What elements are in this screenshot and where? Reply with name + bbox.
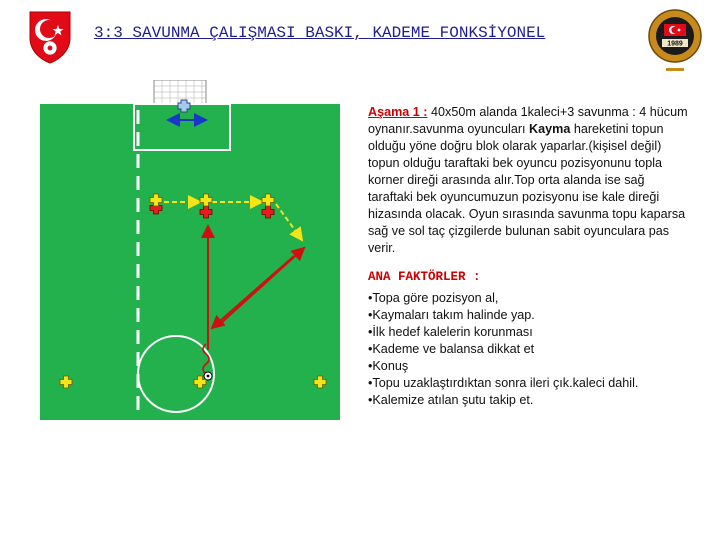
description-keyword: Kayma <box>529 122 571 136</box>
tff-logo <box>22 8 78 64</box>
emblem-year: 1989 <box>667 40 683 48</box>
description-text-1: 40x50m alanda 1kaleci+3 savunma : 4 hücum oynanır.savunma oyuncuları <box>368 105 688 136</box>
description-paragraph <box>368 104 690 257</box>
factors-list <box>368 290 690 409</box>
description-text-2: hareketini topun olduğu yöne doğru blok olarak yaparlar.(kişisel değil) topun olduğu taraftaki bek oyuncu pozisyonunu topla korner direği arasında alır.Top orta alanda ise sağ taraftaki bek oyuncumuzun pozisyonu ise kale direği hizasında olacak. Oyun sırasında savunma topu kaparsa sağ ve sol taç çizgilerde bulunan sabit oyunculara pas verir. <box>368 122 686 255</box>
page-title: 3:3 SAVUNMA ÇALIŞMASI BASKI, KADEME FONKSİYONEL <box>94 24 546 42</box>
factor-item: •Kalemize atılan şutu takip et. <box>368 393 534 407</box>
phase-label: Aşama 1 : <box>368 105 428 119</box>
exercise-description <box>368 104 690 409</box>
training-field-diagram <box>40 80 340 420</box>
pitch <box>40 104 340 420</box>
factors-title: ANA FAKTÖRLER : <box>368 270 481 284</box>
factor-item: •İlk hedef kalelerin korunması <box>368 325 533 339</box>
factor-item: •Topa göre pozisyon al, <box>368 291 499 305</box>
factor-item: •Konuş <box>368 359 409 373</box>
factor-item: •Kademe ve balansa dikkat et <box>368 342 535 356</box>
club-emblem <box>648 8 702 74</box>
factor-item: •Topu uzaklaştırdıktan sonra ileri çık.kaleci dahil. <box>368 376 639 390</box>
factor-item: •Kaymaları takım halinde yap. <box>368 308 535 322</box>
